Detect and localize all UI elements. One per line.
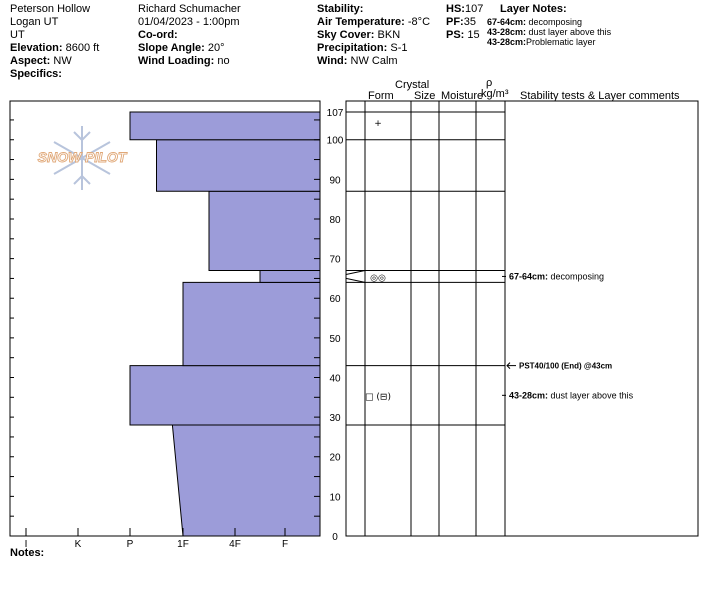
depth-tick-label: 30 <box>329 413 341 425</box>
stability-test-label: PST40/100 (End) @43cm <box>519 361 613 371</box>
aspect-value: NW <box>50 55 72 67</box>
wind-loading-label: Wind Loading: <box>138 55 215 67</box>
wind-loading-value: no <box>214 55 230 67</box>
wind-value: NW Calm <box>347 55 398 67</box>
ps-value: 15 <box>464 29 480 41</box>
slope-value: 20° <box>204 42 225 54</box>
density-header: kg/m³ <box>481 88 509 100</box>
hardness-tick-label: 4F <box>229 539 241 550</box>
layer-connector <box>346 278 365 282</box>
logo-text: SNOW PILOT <box>37 149 127 165</box>
hardness-layer <box>130 112 320 140</box>
hardness-tick-label: 1F <box>177 539 189 550</box>
elevation-value: 8600 ft <box>62 42 100 54</box>
layer-note-text: Problematic layer <box>526 37 596 47</box>
crystal-header: Crystal <box>395 79 430 91</box>
layer-comment-range: 43-28cm: <box>509 390 549 401</box>
depth-tick-label: 80 <box>329 214 341 226</box>
pf-label: PF: <box>446 16 464 28</box>
pf-value: 35 <box>463 16 476 28</box>
layer-notes-label: Layer Notes: <box>500 3 567 15</box>
grain-form-symbol: + <box>374 118 382 129</box>
stability-label: Stability: <box>317 3 364 15</box>
hs-value: 107 <box>464 3 484 15</box>
observation-datetime: 01/04/2023 - 1:00pm <box>138 16 240 28</box>
depth-tick-label: 40 <box>329 373 341 385</box>
hardness-layer <box>172 425 320 536</box>
aspect-label: Aspect: <box>10 55 51 67</box>
layer-comment-text: decomposing <box>548 271 605 282</box>
precip-value: S-1 <box>387 42 408 54</box>
depth-tick-label: 60 <box>329 294 341 306</box>
hardness-tick-label: I <box>24 539 28 550</box>
sky-value: BKN <box>374 29 401 41</box>
layer-comment-range: 67-64cm: <box>509 271 549 282</box>
layer-note-text: decomposing <box>526 17 583 27</box>
depth-tick-label: 0 <box>332 532 338 543</box>
hardness-layer <box>209 191 320 270</box>
moisture-header: Moisture <box>441 90 484 102</box>
layer-note-text: dust layer above this <box>526 27 612 37</box>
observer-name: Richard Schumacher <box>138 3 241 15</box>
depth-tick-label: 10 <box>329 492 341 504</box>
layer-comment-text: dust layer above this <box>548 390 634 401</box>
depth-tick-label: 20 <box>329 452 341 464</box>
air-temp-value: -8°C <box>404 16 431 28</box>
depth-tick-label: 100 <box>326 135 344 147</box>
ps-label: PS: <box>446 29 465 41</box>
wind-label: Wind: <box>317 55 348 67</box>
layer-note-range: 43-28cm: <box>487 37 527 47</box>
depth-tick-label: 70 <box>329 254 341 266</box>
depth-tick-label: 107 <box>326 108 344 119</box>
hs-label: HS: <box>446 3 465 15</box>
hardness-tick-label: F <box>281 539 289 550</box>
coord-label: Co-ord: <box>138 29 178 41</box>
rho-header: ρ <box>486 77 493 89</box>
hardness-layer <box>157 140 321 192</box>
hardness-tick-label: P <box>126 539 134 550</box>
specifics-label: Specifics: <box>10 68 62 80</box>
sky-label: Sky Cover: <box>317 29 375 41</box>
precip-label: Precipitation: <box>317 42 388 54</box>
hardness-layer <box>260 271 320 283</box>
location-city: Logan UT <box>10 16 59 28</box>
form-header: Form <box>368 90 394 102</box>
size-header: Size <box>414 90 436 102</box>
layer-note-range: 67-64cm: <box>487 17 527 27</box>
stability-comments-header: Stability tests & Layer comments <box>520 90 680 102</box>
snow-pilot-logo <box>38 126 128 190</box>
hardness-layer <box>130 366 320 425</box>
notes-label: Notes: <box>10 547 45 559</box>
grain-form-symbol: ◎◎ <box>370 273 386 284</box>
hardness-tick-label: K <box>74 539 82 550</box>
location-state: UT <box>10 29 25 41</box>
grain-form-symbol: □ (⊟) <box>365 392 391 403</box>
layer-note-range: 43-28cm: <box>487 27 527 37</box>
layer-connector <box>346 271 365 275</box>
elevation-label: Elevation: <box>10 42 63 54</box>
layer-comment <box>509 271 604 281</box>
hardness-layer <box>183 282 320 365</box>
slope-label: Slope Angle: <box>138 42 205 54</box>
depth-tick-label: 90 <box>329 175 341 187</box>
air-temp-label: Air Temperature: <box>317 16 405 28</box>
layer-table-frame <box>346 101 698 536</box>
depth-tick-label: 50 <box>329 333 341 345</box>
layer-comment <box>509 390 634 400</box>
location-name: Peterson Hollow <box>10 3 91 15</box>
